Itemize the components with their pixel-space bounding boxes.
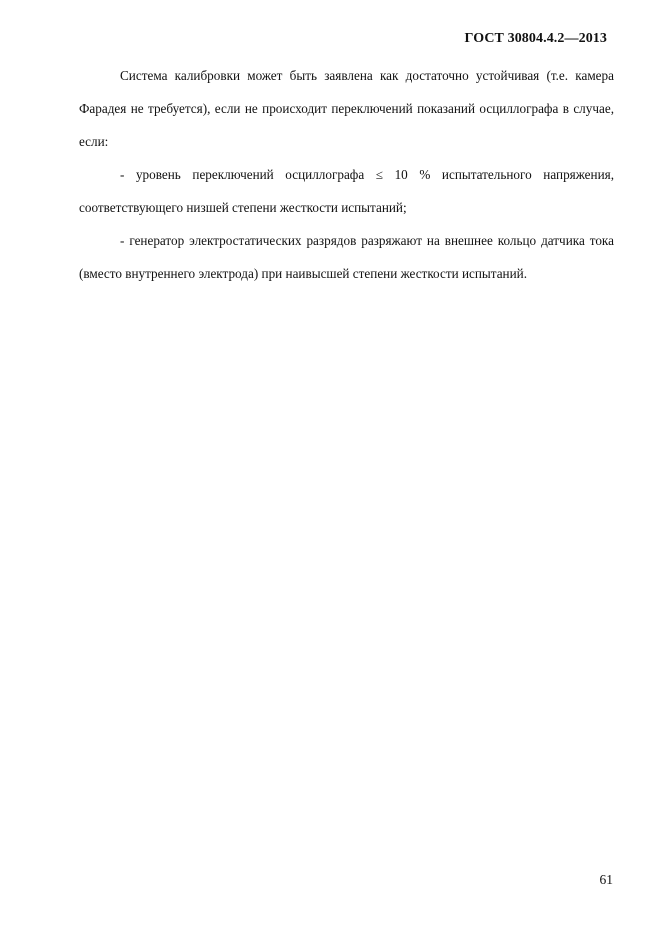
body-text bbox=[79, 59, 614, 290]
paragraph-generator-discharge-condition: - генератор электростатических разрядов разряжают на внешнее кольцо датчика тока (вместо внутреннего электрода) при наивысшей степени жесткости испытаний. bbox=[79, 233, 614, 281]
paragraph-calibration-system: Система калибровки может быть заявлена как достаточно устойчивая (т.е. камера Фарадея не требуется), если не происходит переключений показаний осциллографа в случае, если: bbox=[79, 68, 614, 149]
document-header-standard-code: ГОСТ 30804.4.2—2013 bbox=[464, 31, 607, 46]
page-number: 61 bbox=[599, 872, 613, 887]
paragraph-switching-level-condition: - уровень переключений осциллографа ≤ 10 % испытательного напряжения, соответствующего низшей степени жесткости испытаний; bbox=[79, 167, 614, 215]
